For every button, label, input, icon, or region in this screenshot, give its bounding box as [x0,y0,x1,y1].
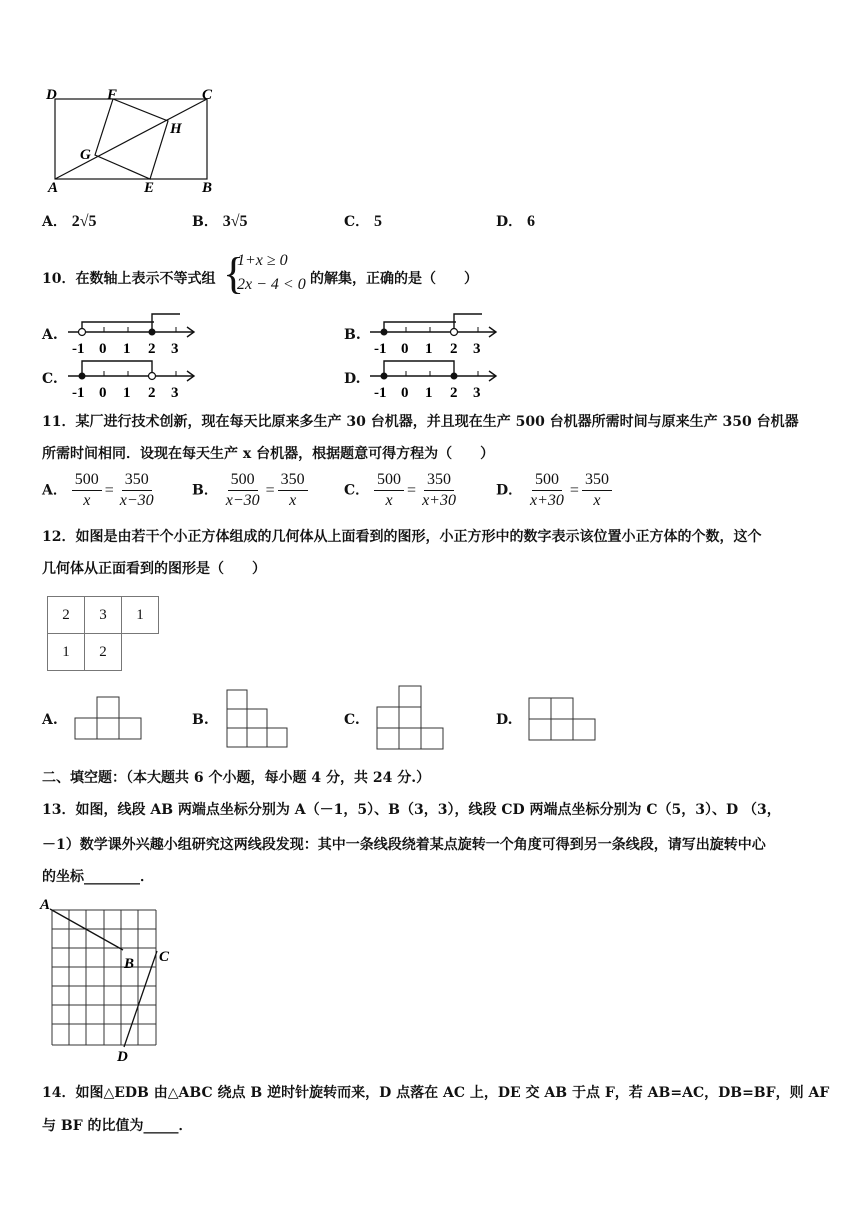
svg-text:1: 1 [425,385,433,400]
q12-stem-line-2: 几何体从正面看到的图形是（ ） [42,561,266,577]
svg-text:2: 2 [148,341,156,356]
svg-text:2: 2 [450,385,458,400]
q10-option-d-letter[interactable]: D. [344,371,361,387]
svg-text:1: 1 [123,341,131,356]
q9-label-a: A [48,180,59,196]
q9-option-b-value: 3√5 [222,213,248,230]
q11-option-b-letter: B． [192,482,218,499]
svg-text:3: 3 [473,341,481,356]
q13-stem-line-1: 13．如图，线段 AB 两端点坐标分别为 A（－1，5）、B（3，3），线段 CD 两端点坐标分别为 C（5，3）、D （3， [42,802,781,818]
q12-cell: 1 [48,634,85,671]
q10-stem-post: 的解集，正确的是（ ） [310,271,478,287]
q10-option-b-letter[interactable]: B. [344,327,361,343]
q13-stem-line-2: －1）数学课外兴趣小组研究这两线段发现：其中一条线段绕着某点旋转一个角度可得到另一条线段，请写出旋转中心 [42,837,766,853]
q14-stem-line-2: 与 BF 的比值为_____． [42,1118,193,1134]
q11-option-a[interactable]: A． $\frac{500}{x}$ = $\frac{350}{x-30}$ [42,471,154,509]
q9-label-c: C [202,87,213,103]
q9-option-c-value: 5 [374,213,383,230]
q12-front-view-b [226,689,292,751]
q9-label-e: E [144,180,155,196]
svg-text:1: 1 [425,341,433,356]
q9-label-d: D [46,87,57,103]
svg-text:0: 0 [401,385,409,400]
svg-text:-1: -1 [72,341,85,356]
q13-label-d: D [117,1049,128,1065]
q10-number-line-c [66,356,198,400]
q12-option-a-letter[interactable]: A. [42,712,58,728]
q11-option-d-letter: D． [496,482,523,499]
q13-stem-line-3: 的坐标________． [42,869,154,885]
q10-stem-pre: 10．在数轴上表示不等式组 [42,271,216,287]
q11-option-c[interactable]: C． $\frac{500}{x}$ = $\frac{350}{x+30}$ [344,471,456,509]
svg-text:0: 0 [401,341,409,356]
q12-stem-line-1: 12．如图是由若干个小正方体组成的几何体从上面看到的图形，小正方形中的数字表示该位置小正方体的个数，这个 [42,529,762,545]
section-2-heading: 二、填空题：（本大题共 6 个小题，每小题 4 分，共 24 分.） [42,770,431,786]
q11-option-c-letter: C． [344,482,370,499]
q10-number-line-b [368,312,500,356]
svg-text:1: 1 [123,385,131,400]
q12-option-c-letter[interactable]: C. [344,712,360,728]
q12-front-view-a [74,695,144,741]
svg-text:-1: -1 [374,341,387,356]
q9-rectangle-figure [40,85,225,197]
q9-option-a-letter: A． [42,214,67,230]
q13-label-a: A [40,897,51,913]
q10-inequality-system [223,249,309,300]
q13-grid-figure [36,895,176,1065]
q9-label-g: G [80,147,91,163]
q12-front-view-d [528,697,600,745]
q12-cell: 2 [48,597,85,634]
q13-label-b: B [124,956,135,972]
svg-text:2: 2 [450,341,458,356]
svg-text:-1: -1 [374,385,387,400]
q12-option-d-letter[interactable]: D. [496,712,513,728]
svg-text:3: 3 [171,385,179,400]
q9-label-h: H [170,121,182,137]
svg-text:0: 0 [99,341,107,356]
q10-number-line-d [368,356,500,400]
q11-option-b[interactable]: B． $\frac{500}{x-30}$ = $\frac{350}{x}$ [192,470,308,511]
q12-cell: 3 [85,597,122,634]
q12-option-b-letter[interactable]: B. [192,712,209,728]
svg-text:-1: -1 [72,385,85,400]
q10-inequality-2: 2x − 4 < 0 [237,276,306,293]
q10-inequality-1: 1+x ≥ 0 [237,252,288,269]
q12-cell: 2 [85,634,122,671]
q10-number-line-a [66,312,198,356]
q9-option-b[interactable] [192,211,248,231]
q11-stem-line-1: 11．某厂进行技术创新，现在每天比原来多生产 30 台机器，并且现在生产 500 台机器所需时间与原来生产 350 台机器 [42,414,799,430]
svg-text:3: 3 [171,341,179,356]
q12-top-view-grid [47,596,159,671]
q9-option-c[interactable] [344,211,382,231]
q9-option-d-value: 6 [527,213,536,230]
q10-brace: { [223,249,245,298]
q9-option-c-letter: C． [344,214,370,230]
q12-front-view-c [376,685,448,755]
q11-option-a-letter: A． [42,482,67,499]
q10-option-c-letter[interactable]: C. [42,371,58,387]
q11-stem-line-2: 所需时间相同．设现在每天生产 x 台机器，根据题意可得方程为（ ） [42,446,495,462]
q13-label-c: C [159,949,170,965]
q14-stem-line-1: 14．如图△EDB 由△ABC 绕点 B 逆时针旋转而来，D 点落在 AC 上，DE 交 AB 于点 F，若 AB=AC，DB=BF，则 AF [42,1085,830,1101]
svg-text:0: 0 [99,385,107,400]
q10-option-a-letter[interactable]: A. [42,327,58,343]
q9-option-a-value: 2√5 [71,213,97,230]
q9-option-a[interactable] [42,211,97,231]
q9-option-d-letter: D． [496,214,523,230]
q11-option-d[interactable]: D． $\frac{500}{x+30}$ = $\frac{350}{x}$ [496,470,612,511]
svg-text:2: 2 [148,385,156,400]
q9-option-b-letter: B． [192,214,218,230]
svg-text:3: 3 [473,385,481,400]
q9-label-f: F [107,87,118,103]
q9-option-d[interactable] [496,211,535,231]
q12-cell: 1 [122,597,159,634]
q9-label-b: B [202,180,213,196]
